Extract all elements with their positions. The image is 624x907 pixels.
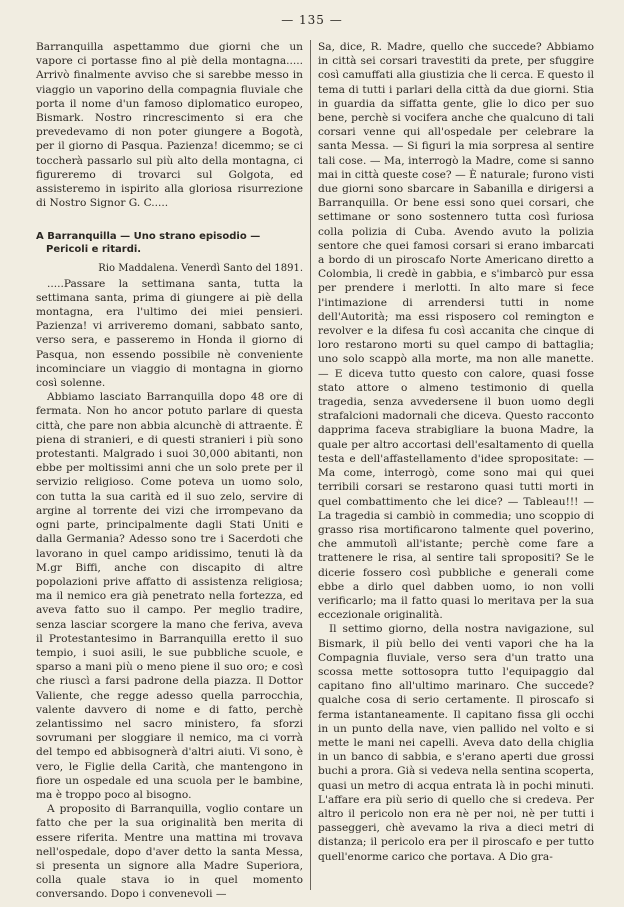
paragraph: Il settimo giorno, della nostra navigazione, sul Bismark, il più bello dei venti vapori che ha la Compagnia fluviale, verso sera d'un tratto una scossa mette sottosopra tutto l'equipaggio dal capitano fino all'ultimo marinaro. Che succede? qualche cosa di serio certamente. Il piroscafo si ferma istantaneamente. Il capitano fissa gli occhi in un punto della nave, vien pallido nel volto e si mette le mani nei capelli. Aveva dato della chiglia in un banco di sabbia, e s'erano aperti due grossi buchi a prora. Già si vedeva nella sentina scoperta, quasi un metro di acqua entrata là in pochi minuti. L'affare era più serio di quello che si credeva. Per altro il pericolo non era nè per noi, nè per tutti i passeggeri, chè avevamo la riva a dieci metri di distanza; il pericolo era per il piroscafo e per tutto quell'enorme carico che portava. A Dio gra- bbox=[318, 623, 594, 863]
left-column bbox=[36, 40, 303, 902]
paragraph: Sa, dice, R. Madre, quello che succede? Abbiamo in città sei corsari travestiti da prete, per sfuggire così camuffati alla giustizia che li cerca. E questo il tema di tutti i parlari della città da due giorni. Stia in guardia da siffatta gente, glie lo dico per suo bene, perchè si vocifera anche che qualcuno di tali corsari venne qui all'ospedale per celebrare la santa Messa. — Si figuri la mia sorpresa al sentire tali cose. — Ma, interrogò la Madre, come si sanno mai in città queste cose? — È naturale; furono visti due giorni sono sbarcare in Sabanilla e dirigersi a Barranquilla. Or bene essi sono quei corsari, che settimane or sono sostennero tutta così furiosa colla polizia di Cuba. Avendo avuto la polizia sentore che quei famosi corsari si erano imbarcati a bordo di un piroscafo Norte Americano diretto a Colombia, li credè in gabbia, e s'imbarcò pur essa per prendere i merlotti. In alto mare si fece l'intimazione di arrendersi tutti in nome dell'Autorità; ma essi risposero col remington e revolver e la difesa fu così accanita che cinque di loro restarono morti su quel campo di battaglia; uno solo scappò alla morte, ma non alle manette. — E diceva tutto questo con calore, quasi fosse stato attore o almeno testimonio di quella tragedia, senza avvedersene il buon uomo degli strafalcioni madornali che diceva. Questo racconto dapprima faceva strabigliare la buona Madre, la quale per altro accortasi dell'esaltamento di quella testa e dell'affastellamento d'idee spropositate: — Ma come, interrogò, come sono mai qui quei terribili corsari se restarono quasi tutti morti in quel combattimento che lei dice? — Tableau!!! — La tragedia si cambiò in commedia; uno scoppio di grasso risa mortificarono talmente quel poverino, che ammutolì all'istante; perchè come fare a trattenere le risa, al sentire tali spropositi? Se le dicerie fossero così pubbliche e generali come ebbe a dirlo quel dabben uomo, io non volli verificarlo; ma il fatto quasi lo meritava per la sua eccezionale originalità. bbox=[318, 41, 594, 622]
intro-paragraph: Barranquilla aspettammo due giorni che un vapore ci portasse fino al piè della montagna..... Arrivò finalmente avviso che si sarebbe messo in viaggio un vaporino della compagnia fluviale che porta il nome d'un famoso diplomatico europeo, Bismark. Nostro rincrescimento si era che prevedevamo di non poter giungere a Bogotà, per il giorno di Pasqua. Pazienza! dicemmo; se ci toccherà passarlo sul più alto della montagna, ci figureremo di trovarci sul Golgota, ed assisteremo in ispirito alla gloriosa risurrezione di Nostro Signor G. C..... bbox=[36, 41, 303, 210]
section-heading-sub: Pericoli e ritardi. bbox=[46, 244, 142, 256]
page-number: — 135 — bbox=[281, 13, 343, 27]
dateline: Rio Maddalena. Venerdì Santo del 1891. bbox=[98, 263, 303, 275]
column-divider bbox=[310, 40, 311, 890]
right-column bbox=[318, 40, 594, 864]
paragraph: Abbiamo lasciato Barranquilla dopo 48 ore di fermata. Non ho ancor potuto parlare di questa città, che pare non abbia alcunchè di attraente. È piena di stranieri, e di questi stranieri i più sono protestanti. Malgrado i suoi 30,000 abitanti, non ebbe per moltissimi anni che un solo prete per il servizio religioso. Come poteva un uomo solo, con tutta la sua carità ed il suo zelo, servire di argine al torrente dei vizi che irrompevano da ogni parte, principalmente dagli Stati Uniti e dalla Germania? Adesso sono tre i Sacerdoti che lavorano in quel campo aridissimo, tenuti là da M.gr Biffi, anche con discapito di altre popolazioni prive affatto di assistenza religiosa; ma il nemico era già penetrato nella fortezza, ed aveva fatto suo il campo. Per meglio tradire, senza lasciar scorgere la mano che feriva, aveva il Protestantesimo in Barranquilla eretto il suo tempio, i suoi asili, le sue pubbliche scuole, e sparso a mani più o meno piene il suo oro; e così che riuscì a farsi padrone della piazza. Il Dottor Valiente, che regge adesso quella parrocchia, valente davvero di nome e di fatto, perchè zelantissimo nel sacro ministero, fa sforzi sovrumani per sloggiare il nemico, ma ci vorrà del tempo ed abbisognerà d'altri aiuti. Vi sono, è vero, le Figlie della Carità, che mantengono in fiore un ospedale ed una scuola per le bambine, ma è troppo poco al bisogno. bbox=[36, 391, 303, 801]
section-heading bbox=[36, 230, 303, 256]
paragraph: .....Passare la settimana santa, tutta la settimana santa, prima di giungere ai piè della montagna, era l'ultimo dei miei pensieri. Pazienza! vi arriveremo domani, sabbato santo, verso sera, e passeremo in Honda il giorno di Pasqua, non essendo possibile nè conveniente incominciare un viaggio di montagna in giorno così solenne. bbox=[36, 277, 303, 390]
section-heading-main: A Barranquilla — Uno strano episodio — bbox=[36, 231, 261, 243]
paragraph: A proposito di Barranquilla, voglio contare un fatto che per la sua originalità ben merita di essere riferita. Mentre una mattina mi trovava nell'ospedale, dopo d'aver detto la santa Messa, si presenta un signore alla Madre Superiora, colla quale stava io in quel momento conversando. Dopo i convenevoli — bbox=[36, 803, 303, 901]
